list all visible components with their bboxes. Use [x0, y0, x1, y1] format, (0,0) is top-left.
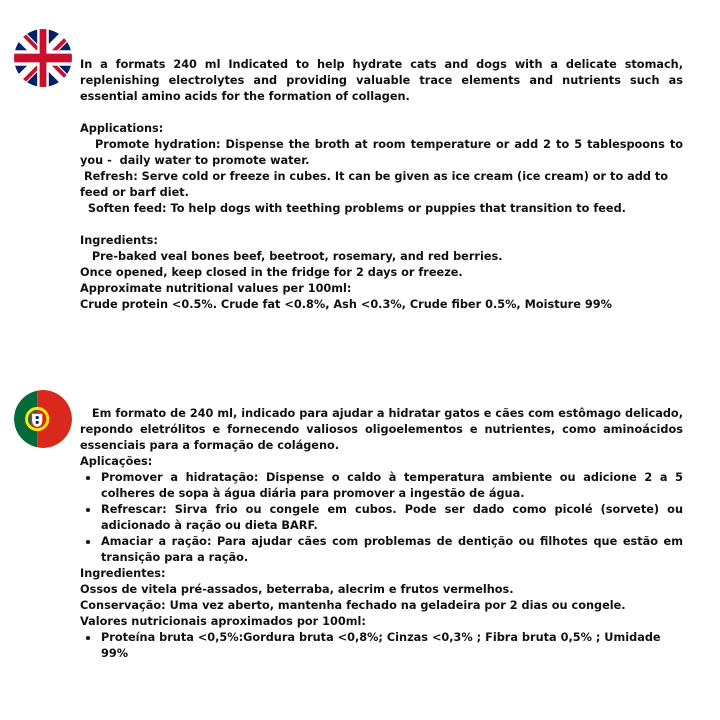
uk-flag-icon [14, 29, 72, 87]
portuguese-application-refresh: Refrescar: Sirva frio ou congele em cubos. Pode ser dado como picolé (sorvete) ou adicionado à ração ou dieta BARF. [80, 502, 683, 534]
english-application-refresh: Refresh: Serve cold or freeze in cubes. It can be given as ice cream (ice cream) or to add to feed or barf diet. [80, 170, 672, 199]
portuguese-nutrition-list [80, 630, 683, 662]
english-ingredients-title: Ingredients: [80, 234, 158, 247]
english-application-soften: Soften feed: To help dogs with teething problems or puppies that transition to feed. [80, 202, 626, 215]
portuguese-applications-title: Aplicações: [80, 455, 153, 468]
english-description [80, 57, 687, 313]
portuguese-nutrition-title: Valores nutricionais aproximados por 100ml: [80, 615, 366, 628]
english-storage: Once opened, keep closed in the fridge for 2 days or freeze. [80, 266, 463, 279]
portugal-flag-icon [14, 390, 72, 448]
english-application-hydration: Promote hydration: Dispense the broth at room temperature or add 2 to 5 tablespoons to you - daily water to promote water. [80, 138, 687, 167]
portuguese-applications-list [80, 470, 683, 566]
english-nutrition-title: Approximate nutritional values per 100ml: [80, 282, 352, 295]
portuguese-nutrition: Proteína bruta <0,5%:Gordura bruta <0,8%; Cinzas <0,3% ; Fibra bruta 0,5% ; Umidade 99% [80, 630, 683, 662]
portuguese-application-soften: Amaciar a ração: Para ajudar cães com problemas de dentição ou filhotes que estão em transição para a ração. [80, 534, 683, 566]
english-applications-title: Applications: [80, 122, 164, 135]
portuguese-ingredients-title: Ingredientes: [80, 567, 166, 580]
portuguese-ingredients: Ossos de vitela pré-assados, beterraba, alecrim e frutos vermelhos. [80, 583, 514, 596]
portuguese-application-hydration: Promover a hidratação: Dispense o caldo à temperatura ambiente ou adicione 2 a 5 colheres de sopa à água diária para promover a ingestão de água. [80, 470, 683, 502]
english-ingredients: Pre-baked veal bones beef, beetroot, rosemary, and red berries. [80, 250, 503, 263]
portuguese-description [80, 406, 687, 662]
portuguese-storage: Conservação: Uma vez aberto, mantenha fechado na geladeira por 2 dias ou congele. [80, 599, 626, 612]
english-intro: In a formats 240 ml Indicated to help hydrate cats and dogs with a delicate stomach, replenishing electrolytes and providing valuable trace elements and nutrients such as essential amino acids for the formation of collagen. [80, 58, 683, 103]
english-nutrition: Crude protein <0.5%. Crude fat <0.8%, Ash <0.3%, Crude fiber 0.5%, Moisture 99% [80, 298, 612, 311]
portuguese-intro: Em formato de 240 ml, indicado para ajudar a hidratar gatos e cães com estômago delicado, repondo eletrólitos e fornecendo valiosos oligoelementos e nutrientes, como aminoácidos essenciais para a formação de colágeno. [80, 407, 687, 452]
